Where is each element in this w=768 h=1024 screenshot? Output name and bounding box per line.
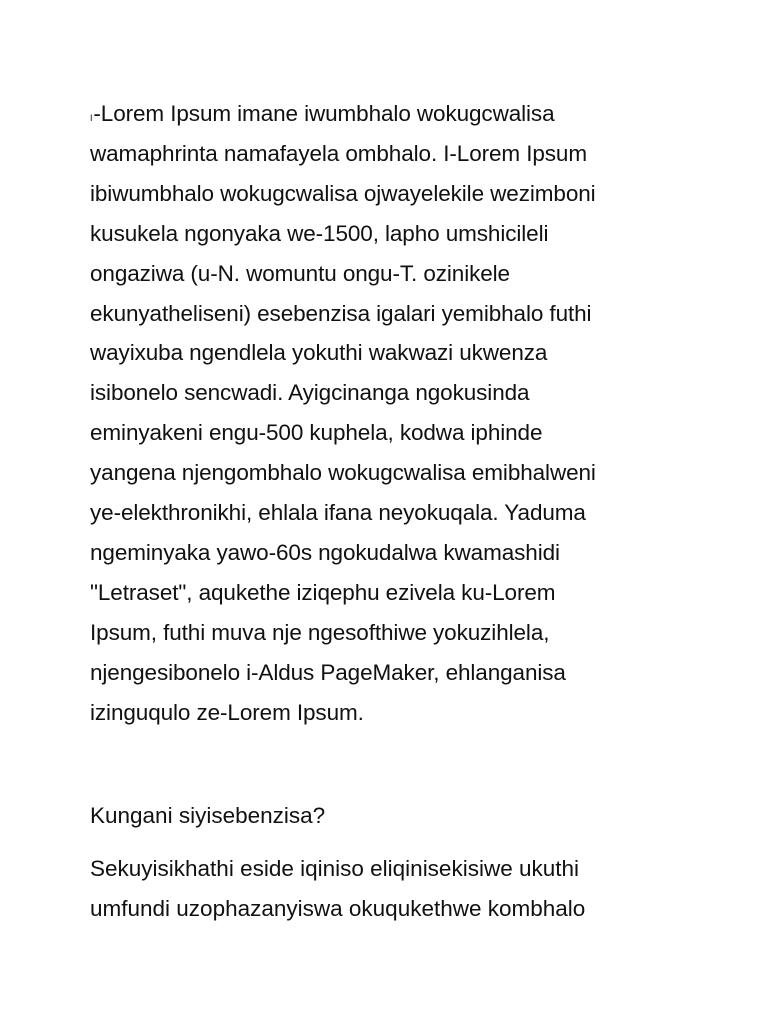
paragraph-line: wamaphrinta namafayela ombhalo. I-Lorem Ipsum [90, 140, 587, 166]
paragraph-line: Ipsum, futhi muva nje ngesofthiwe yokuzihlela, [90, 619, 550, 645]
paragraph-line: eminyakeni engu-500 kuphela, kodwa iphinde [90, 420, 543, 446]
paragraph-intro [90, 94, 690, 733]
paragraph-line: ongaziwa (u-N. womuntu ongu-T. ozinikele [90, 260, 510, 286]
paragraph-line: isibonelo sencwadi. Ayigcinanga ngokusinda [90, 380, 530, 406]
paragraph-line: ibiwumbhalo wokugcwalisa ojwayelekile wezimboni [90, 180, 596, 206]
section-heading: Kungani siyisebenzisa? [90, 803, 326, 828]
paragraph-line: "Letraset", aqukethe iziqephu ezivela ku-Lorem [90, 579, 556, 605]
lead-glyph: I [90, 113, 93, 123]
paragraph-line: ekunyatheliseni) esebenzisa igalari yemibhalo futhi [90, 300, 592, 326]
paragraph-line: ye-elekthronikhi, ehlala ifana neyokuqala. Yaduma [90, 500, 586, 526]
paragraph-line: yangena njengombhalo wokugcwalisa emibhalweni [90, 460, 596, 486]
paragraph-why [90, 849, 690, 929]
paragraph-line: I-Lorem Ipsum imane iwumbhalo wokugcwalisa [90, 101, 555, 126]
paragraph-line: ngeminyaka yawo-60s ngokudalwa kwamashidi [90, 539, 560, 565]
paragraph-line: Sekuyisikhathi eside iqiniso eliqinisekisiwe ukuthi [90, 856, 580, 881]
paragraph-line: wayixuba ngendlela yokuthi wakwazi ukwenza [90, 340, 548, 366]
paragraph-line: kusukela ngonyaka we-1500, lapho umshicileli [90, 220, 549, 246]
paragraph-line: izinguqulo ze-Lorem Ipsum. [90, 699, 364, 725]
paragraph-line: njengesibonelo i-Aldus PageMaker, ehlanganisa [90, 659, 566, 685]
paragraph-line: umfundi uzophazanyiswa okuqukethwe kombhalo [90, 895, 586, 921]
